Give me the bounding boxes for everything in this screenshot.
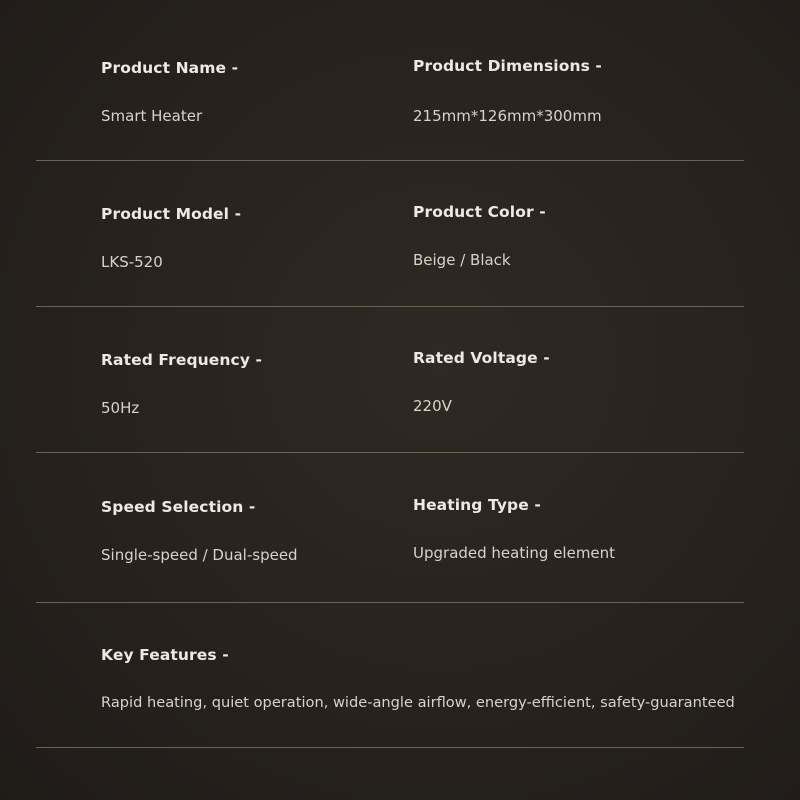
spec-label: Product Color - (413, 203, 546, 221)
spec-label: Rated Frequency - (101, 351, 263, 369)
spec-product-dimensions (413, 57, 602, 125)
spec-speed-selection (101, 498, 298, 564)
spec-label: Heating Type - (413, 496, 541, 514)
spec-value: 215mm*126mm*300mm (413, 107, 602, 125)
spec-row (36, 603, 744, 748)
spec-value: Beige / Black (413, 251, 511, 269)
spec-label: Speed Selection - (101, 498, 256, 516)
spec-rated-voltage (413, 349, 550, 415)
spec-row (36, 453, 744, 603)
spec-row (36, 0, 744, 161)
spec-label: Product Name - (101, 59, 239, 77)
spec-row (36, 161, 744, 307)
spec-label: Rated Voltage - (413, 349, 550, 367)
spec-row (36, 307, 744, 453)
spec-value: 220V (413, 397, 452, 415)
spec-product-model (101, 205, 242, 271)
spec-rated-frequency (101, 351, 263, 417)
spec-label: Product Model - (101, 205, 242, 223)
spec-value: Smart Heater (101, 107, 203, 125)
spec-value: 50Hz (101, 399, 140, 417)
spec-product-name (101, 59, 239, 125)
spec-value: Rapid heating, quiet operation, wide-angle airflow, energy-efficient, safety-guaranteed (101, 694, 735, 711)
spec-value: Single-speed / Dual-speed (101, 546, 298, 564)
spec-heating-type (413, 496, 616, 562)
spec-label: Product Dimensions - (413, 57, 602, 75)
spec-product-color (413, 203, 546, 269)
spec-label: Key Features - (101, 646, 229, 664)
spec-value: Upgraded heating element (413, 544, 616, 562)
spec-value: LKS-520 (101, 253, 163, 271)
spec-key-features (101, 646, 735, 711)
